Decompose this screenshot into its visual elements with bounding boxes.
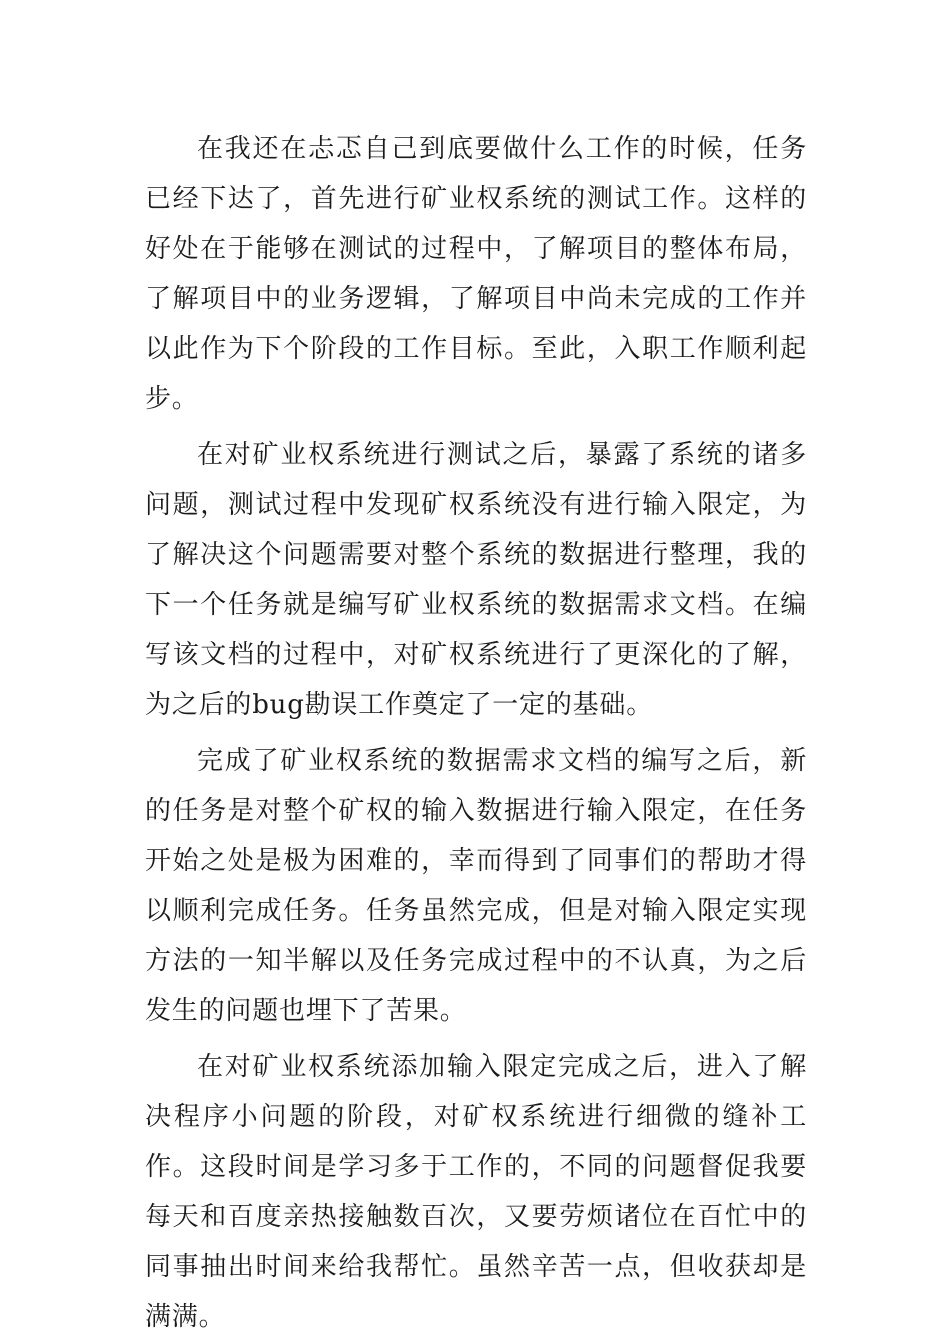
paragraph-4: 在对矿业权系统添加输入限定完成之后，进入了解决程序小问题的阶段，对矿权系统进行细微的缝补工作。这段时间是学习多于工作的，不同的问题督促我要每天和百度亲热接触数百次，又要劳烦诸位在百忙中的同事抽出时间来给我帮忙。虽然辛苦一点，但收获却是满满。 [145, 1052, 807, 1332]
document-body [145, 124, 807, 1342]
paragraph-3: 完成了矿业权系统的数据需求文档的编写之后，新的任务是对整个矿权的输入数据进行输入限定，在任务开始之处是极为困难的，幸而得到了同事们的帮助才得以顺利完成任务。任务虽然完成，但是对输入限定实现方法的一知半解以及任务完成过程中的不认真，为之后发生的问题也埋下了苦果。 [145, 746, 807, 1026]
paragraph-2: 在对矿业权系统进行测试之后，暴露了系统的诸多问题，测试过程中发现矿权系统没有进行输入限定，为了解决这个问题需要对整个系统的数据进行整理，我的下一个任务就是编写矿业权系统的数据需求文档。在编写该文档的过程中，对矿权系统进行了更深化的了解，为之后的bug勘误工作奠定了一定的基础。 [145, 440, 807, 720]
paragraph-1: 在我还在忐忑自己到底要做什么工作的时候，任务已经下达了，首先进行矿业权系统的测试工作。这样的好处在于能够在测试的过程中，了解项目的整体布局，了解项目中的业务逻辑，了解项目中尚未完成的工作并以此作为下个阶段的工作目标。至此，入职工作顺利起步。 [145, 134, 807, 414]
